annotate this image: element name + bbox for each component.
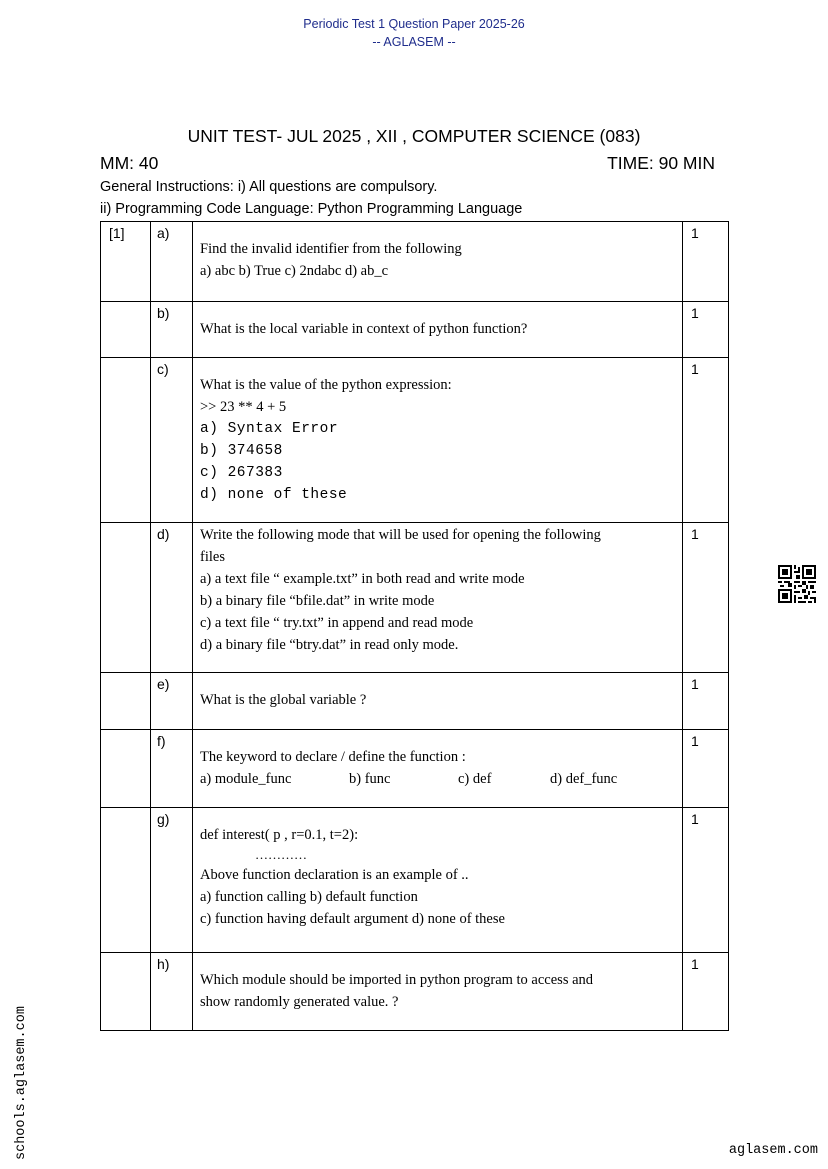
question-mark: 1 [691,956,699,972]
table-row [101,730,729,808]
table-row [101,358,729,523]
qr-code-icon [778,565,816,603]
question-line: What is the value of the python expression: [200,377,452,393]
option: b) 374658 [200,443,283,459]
question-text [193,673,682,711]
instruction-1: General Instructions: i) All questions are compulsory. [100,179,438,195]
question-line: def interest( p , r=0.1, t=2): [200,827,359,843]
question-letter: f) [157,733,166,749]
table-row [101,808,729,953]
header-line-1: Periodic Test 1 Question Paper 2025-26 [303,17,525,31]
question-line: What is the local variable in context of python function? [200,321,528,337]
question-text [193,730,682,790]
option: c) 267383 [200,465,283,481]
question-line: a) function calling b) default function [200,889,418,905]
question-text [193,302,682,340]
option: a) Syntax Error [200,421,339,437]
question-line: show randomly generated value. ? [200,994,399,1010]
question-mark: 1 [691,361,699,377]
question-mark: 1 [691,305,699,321]
question-letter: d) [157,526,170,542]
table-row [101,302,729,358]
question-letter: e) [157,676,170,692]
question-line: Find the invalid identifier from the following [200,241,462,257]
footer-site: aglasem.com [728,1143,818,1158]
question-letter: h) [157,956,170,972]
ellipsis-line: ………… [255,847,307,862]
options-row [200,768,674,790]
question-mark: 1 [691,811,699,827]
question-mark: 1 [691,733,699,749]
question-line: >> 23 ** 4 + 5 [200,399,287,415]
option: c) def [458,771,492,787]
table-row [101,953,729,1031]
question-letter: b) [157,305,170,321]
table-row [101,523,729,673]
question-line: Which module should be imported in python program to access and [200,972,594,988]
question-text [193,953,682,1013]
question-line: c) function having default argument d) none of these [200,911,505,927]
question-text [193,523,682,656]
question-line: c) a text file “ try.txt” in append and read mode [200,615,474,631]
option: b) func [349,771,391,787]
question-text [193,808,682,930]
question-mark: 1 [691,676,699,692]
side-watermark: schools.aglasem.com [14,1006,29,1160]
option: d) def_func [550,771,618,787]
question-line: Write the following mode that will be used for opening the following [200,527,601,543]
question-mark: 1 [691,225,699,241]
paper-title: UNIT TEST- JUL 2025 , XII , COMPUTER SCIENCE (083) [187,126,641,146]
time-allowed: TIME: 90 MIN [607,153,715,173]
option: a) module_func [200,771,292,787]
option: d) none of these [200,487,348,503]
question-line: a) abc b) True c) 2ndabc d) ab_c [200,263,389,279]
question-table [100,221,729,1031]
instruction-2: ii) Programming Code Language: Python Programming Language [100,201,523,217]
question-line: What is the global variable ? [200,692,367,708]
question-line: d) a binary file “btry.dat” in read only mode. [200,637,459,653]
question-mark: 1 [691,526,699,542]
question-letter: g) [157,811,170,827]
header-line-2: -- AGLASEM -- [372,35,456,49]
question-line: a) a text file “ example.txt” in both read and write mode [200,571,525,587]
question-text [193,222,682,282]
question-letter: a) [157,225,170,241]
question-line: files [200,549,225,565]
max-marks: MM: 40 [100,153,159,173]
question-text [193,358,682,506]
question-number: [1] [109,225,125,241]
question-line: b) a binary file “bfile.dat” in write mode [200,593,435,609]
question-line: Above function declaration is an example of .. [200,867,469,883]
table-row [101,673,729,730]
question-line: The keyword to declare / define the function : [200,749,466,765]
question-letter: c) [157,361,169,377]
table-row [101,222,729,302]
